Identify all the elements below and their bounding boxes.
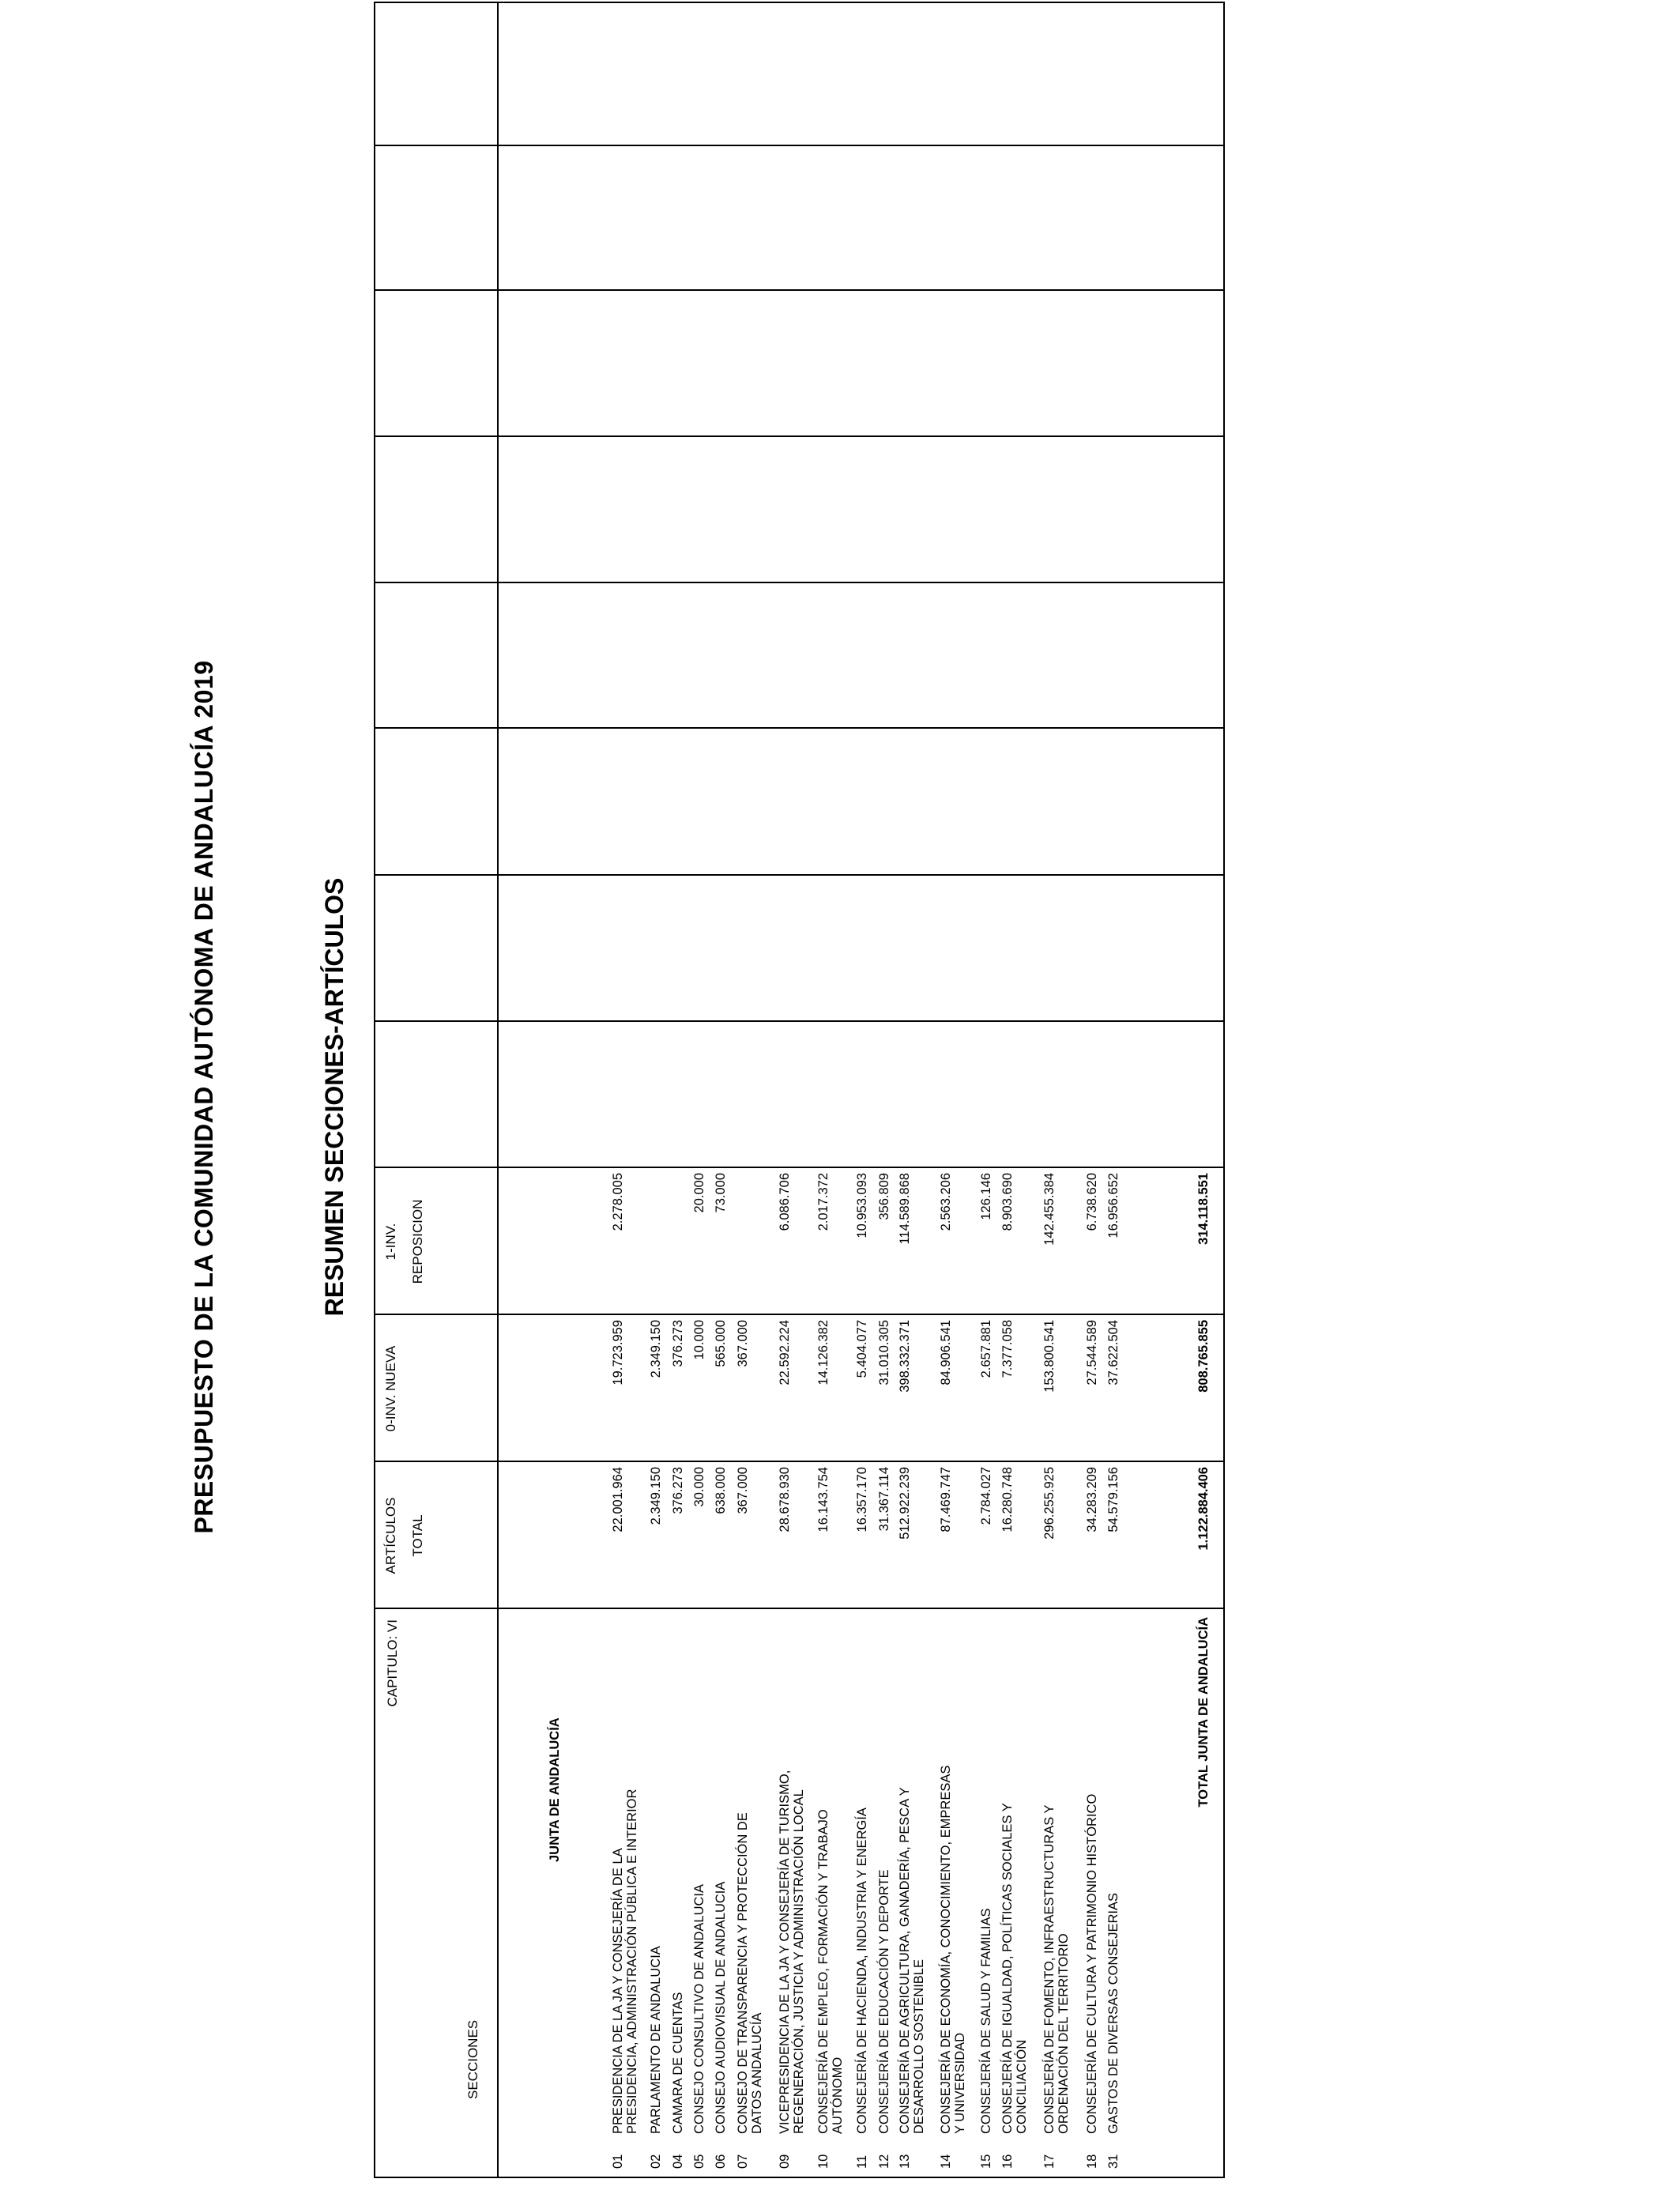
row-inv-nueva: 19.723.959 <box>611 1320 625 1385</box>
row-inv-nueva: 5.404.077 <box>855 1320 869 1378</box>
row-section-name: CONSEJERÍA DE ECONOMÍA, CONOCIMIENTO, EMPRESAS <box>939 1765 953 2134</box>
row-inv-reposicion: 356.809 <box>877 1173 891 1220</box>
header-inv-reposicion-line2: REPOSICION <box>410 1199 425 1284</box>
row-inv-reposicion: 142.455.384 <box>1042 1173 1057 1246</box>
row-inv-nueva: 7.377.058 <box>1000 1320 1015 1378</box>
row-inv-reposicion: 6.738.620 <box>1085 1173 1099 1231</box>
row-inv-nueva: 2.349.150 <box>649 1320 663 1378</box>
row-code: 05 <box>692 2154 706 2169</box>
row-inv-reposicion: 73.000 <box>714 1173 728 1213</box>
row-code: 04 <box>671 2154 685 2169</box>
header-articulos: ARTÍCULOS <box>383 1497 398 1574</box>
row-section-name: CONSEJERÍA DE EDUCACIÓN Y DEPORTE <box>877 1869 891 2134</box>
row-inv-nueva: 31.010.305 <box>877 1320 891 1385</box>
document-subtitle: RESUMEN SECCIONES-ARTÍCULOS <box>320 877 348 1317</box>
row-section-name: CONSEJO CONSULTIVO DE ANDALUCIA <box>692 1883 706 2134</box>
column-divider <box>374 582 1225 583</box>
row-total: 28.678.930 <box>778 1467 792 1532</box>
row-total: 30.000 <box>692 1467 706 1507</box>
column-divider <box>374 1167 1225 1168</box>
row-total: 16.143.754 <box>816 1467 831 1532</box>
row-code: 06 <box>714 2154 728 2169</box>
row-inv-nueva: 398.332.371 <box>898 1320 912 1393</box>
row-total: 296.255.925 <box>1042 1467 1057 1540</box>
row-total: 376.273 <box>671 1467 685 1514</box>
header-secciones: SECCIONES <box>465 2019 480 2099</box>
header-inv-reposicion-line1: 1-INV. <box>383 1223 398 1261</box>
column-divider <box>374 727 1225 729</box>
row-inv-nueva: 27.544.589 <box>1085 1320 1099 1385</box>
row-inv-reposicion: 2.017.372 <box>816 1173 831 1231</box>
row-section-name: CONSEJERÍA DE AGRICULTURA, GANADERÍA, PESCA Y <box>898 1787 912 2134</box>
row-section-name: CONSEJERÍA DE FOMENTO, INFRAESTRUCTURAS Y <box>1042 1804 1057 2134</box>
row-section-name: AUTÓNOMO <box>831 2056 845 2134</box>
row-section-name: CONSEJO DE TRANSPARENCIA Y PROTECCIÓN DE <box>736 1812 750 2134</box>
row-code: 16 <box>1000 2154 1015 2169</box>
row-total: 22.001.964 <box>611 1467 625 1532</box>
row-inv-reposicion: 20.000 <box>692 1173 706 1213</box>
row-inv-nueva: 84.906.541 <box>939 1320 953 1385</box>
row-inv-nueva: 10.000 <box>692 1320 706 1360</box>
row-inv-nueva: 367.000 <box>736 1320 750 1367</box>
row-inv-nueva: 22.592.224 <box>778 1320 792 1385</box>
row-section-name: PRESIDENCIA, ADMINISTRACIÓN PÚBLICA E INTERIOR <box>625 1789 639 2134</box>
document-title: PRESUPUESTO DE LA COMUNIDAD AUTÓNOMA DE ANDALUCÍA 2019 <box>190 660 218 1534</box>
row-inv-reposicion: 16.956.652 <box>1106 1173 1121 1238</box>
row-section-name: REGENERACIÓN, JUSTICIA Y ADMINISTRACIÓN LOCAL <box>792 1789 806 2134</box>
budget-table <box>374 2 1225 2178</box>
row-inv-reposicion: 126.146 <box>979 1173 993 1220</box>
row-inv-nueva: 376.273 <box>671 1320 685 1367</box>
row-section-name: PARLAMENTO DE ANDALUCIA <box>649 1946 663 2134</box>
row-inv-nueva: 153.800.541 <box>1042 1320 1057 1393</box>
total-articulos: 1.122.884.406 <box>1196 1467 1211 1551</box>
row-total: 2.349.150 <box>649 1467 663 1525</box>
row-code: 14 <box>939 2154 953 2169</box>
row-section-name: PRESIDENCIA DE LA JA Y CONSEJERÍA DE LA <box>611 1848 625 2134</box>
row-section-name: CONSEJERÍA DE HACIENDA, INDUSTRIA Y ENERGÍA <box>855 1808 869 2134</box>
row-section-name: GASTOS DE DIVERSAS CONSEJERIAS <box>1106 1892 1121 2134</box>
row-inv-nueva: 565.000 <box>714 1320 728 1367</box>
row-inv-reposicion: 2.278.005 <box>611 1173 625 1231</box>
row-code: 09 <box>778 2154 792 2169</box>
row-total: 31.367.114 <box>877 1467 891 1532</box>
column-divider <box>374 145 1225 146</box>
row-total: 54.579.156 <box>1106 1467 1121 1532</box>
row-section-name: DATOS ANDALUCÍA <box>750 2012 764 2134</box>
row-section-name: Y UNIVERSIDAD <box>953 2032 967 2134</box>
row-section-name: VICEPRESIDENCIA DE LA JA Y CONSEJERÍA DE TURISMO, <box>778 1770 792 2134</box>
row-total: 34.283.209 <box>1085 1467 1099 1532</box>
row-code: 07 <box>736 2154 750 2169</box>
row-section-name: DESARROLLO SOSTENIBLE <box>912 1959 926 2134</box>
row-total: 367.000 <box>736 1467 750 1514</box>
row-total: 512.922.239 <box>898 1467 912 1540</box>
row-inv-reposicion: 6.086.706 <box>778 1173 792 1231</box>
row-section-name: CONSEJERÍA DE SALUD Y FAMILIAS <box>979 1908 993 2134</box>
header-divider <box>497 2 499 2178</box>
row-section-name: CAMARA DE CUENTAS <box>671 1992 685 2134</box>
row-code: 10 <box>816 2154 831 2169</box>
column-divider <box>374 1020 1225 1022</box>
row-inv-reposicion: 114.589.868 <box>898 1173 912 1245</box>
row-inv-nueva: 37.622.504 <box>1106 1320 1121 1385</box>
row-total: 16.280.748 <box>1000 1467 1015 1532</box>
column-divider <box>374 289 1225 291</box>
column-divider <box>374 435 1225 437</box>
row-inv-reposicion: 2.563.206 <box>939 1173 953 1231</box>
row-code: 01 <box>611 2154 625 2169</box>
row-section-name: CONSEJERÍA DE IGUALDAD, POLÍTICAS SOCIALES Y <box>1000 1803 1015 2134</box>
row-inv-nueva: 14.126.382 <box>816 1320 831 1385</box>
row-total: 16.357.170 <box>855 1467 869 1532</box>
row-total: 2.784.027 <box>979 1467 993 1525</box>
row-code: 12 <box>877 2154 891 2169</box>
row-section-name: ORDENACIÓN DEL TERRITORIO <box>1057 1933 1071 2134</box>
row-section-name: CONSEJERÍA DE EMPLEO, FORMACIÓN Y TRABAJO <box>816 1809 831 2134</box>
row-total: 87.469.747 <box>939 1467 953 1532</box>
total-label: TOTAL JUNTA DE ANDALUCÍA <box>1196 1617 1211 1808</box>
row-code: 31 <box>1106 2154 1121 2169</box>
row-inv-nueva: 2.657.881 <box>979 1320 993 1378</box>
row-section-name: CONCILIACIÓN <box>1015 2039 1029 2134</box>
row-inv-reposicion: 8.903.690 <box>1000 1173 1015 1231</box>
row-code: 11 <box>855 2154 869 2169</box>
row-code: 15 <box>979 2154 993 2169</box>
row-section-name: CONSEJERÍA DE CULTURA Y PATRIMONIO HISTÓRICO <box>1085 1793 1099 2134</box>
group-label: JUNTA DE ANDALUCÍA <box>548 1717 562 1862</box>
row-code: 17 <box>1042 2154 1057 2169</box>
total-inv-nueva: 808.765.855 <box>1196 1320 1211 1393</box>
total-inv-reposicion: 314.118.551 <box>1196 1173 1211 1245</box>
row-section-name: CONSEJO AUDIOVISUAL DE ANDALUCIA <box>714 1881 728 2134</box>
row-total: 638.000 <box>714 1467 728 1514</box>
row-code: 13 <box>898 2154 912 2169</box>
column-divider <box>374 874 1225 876</box>
row-inv-reposicion: 10.953.093 <box>855 1173 869 1238</box>
header-total: TOTAL <box>410 1514 425 1557</box>
row-code: 18 <box>1085 2154 1099 2169</box>
header-inv-nueva: 0-INV. NUEVA <box>383 1345 398 1432</box>
row-code: 02 <box>649 2154 663 2169</box>
header-capitulo: CAPITULO: VI <box>385 1619 400 1707</box>
